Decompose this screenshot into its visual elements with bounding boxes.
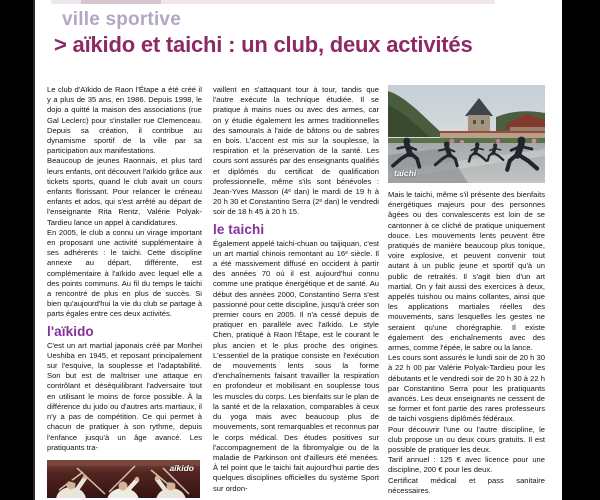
col1-paragraph-4: C'est un art martial japonais créé par Morihei Ueshiba en 1945, et reposant principalement sur l'esquive, la souplesse et l'adaptabilité. Son but est de maîtriser une attaque en contrôlant et déséquilibrant l'adversaire tout en utilisant le moins de force possible. À la différence du judo ou d'autres arts martiaux, il n'y a pas de compétition. Ce qui permet à chacun de pratiquer à son rythme, depuis l'enfance jusqu'à un âge avancé. Les pratiquants tra- — [47, 340, 202, 452]
taichi-photo — [388, 85, 545, 183]
article-headline: > aïkido et taichi : un club, deux activités — [54, 32, 473, 57]
col2-paragraph-2: Également appelé taichi-chuan ou taijiquan, c'est un art martial chinois remontant au 16ᵉ siècle. Il a été massivement diffusé en occident à partir des années 70 où il est aujourd'hui connu comme une pratique énergétique et de santé. Au début des années 2000, Constantino Serra s'est passionné pour cette discipline, jusqu'à créer son premier cours en 2005. Il n'a cessé depuis de pratiquer en parallèle avec l'aïkido. Le style Chen, pratiqué à Raon l'Étape, est le courant le plus ancien et le plus proche des origines. L'essentiel de la pratique consiste en l'exécution de mouvements lents sous la forme d'enchaînements faisant travailler la respiration en profondeur et mobilisant en souplesse tous les muscles du corps. Les bienfaits sur le plan de la santé et de la relaxation, comparables à ceux du yoga mais avec beaucoup plus de mouvements, sont remarquables et reconnus par le corps médical. Des études positives sur l'accompagnement de la fibromyalgie ou de la maladie de Parkinson ont d'ailleurs été menées. À tel point que le taichi fait aujourd'hui partie des quelques disciplines officielles du système Sport sur ordon- — [213, 238, 379, 493]
section-kicker: ville sportive — [62, 9, 181, 30]
col1-paragraph-3: En 2005, le club a connu un virage important en proposant une activité supplémentaire à ses adhérents : le taichi. Cette discipline annexe au départ, différente, est complémentaire à l'aïkido avec lequel elle a des points communs. Au fil du temps le taichi a rencontré de plus en plus de succès. Si bien qu'aujourd'hui la vie du club se partage à parts égales entre ces deux activités. — [47, 227, 202, 319]
page-top-crop-artifact — [51, 0, 495, 4]
magazine-page — [35, 0, 562, 500]
page-top-crop-artifact-dark — [81, 0, 161, 4]
col3-paragraph-3: Pour découvrir l'une ou l'autre discipline, le club propose un ou deux cours gratuits. Il est possible de pratiquer les deux. — [388, 424, 545, 455]
column-3 — [388, 85, 545, 500]
col3-paragraph-5: Certificat médical et pass sanitaire nécessaires. — [388, 475, 545, 495]
col3-paragraph-4: Tarif annuel : 125 € avec licence pour une discipline, 200 € pour les deux. — [388, 455, 545, 475]
col2-paragraph-1: vaillent en s'attaquant tour à tour, tandis que l'autre exécute la technique étudiée. Il se pratique à mains nues ou avec des armes, car on y étudie également les armes traditionnelles des samouraïs à l'aide de bâtons ou de sabres en bois. L'accent est mis sur la souplesse, la respiration et la préservation de la santé. Les cours sont assurés par des enseignants qualifiés et diplômés du certificat de qualification professionnelle, même s'ils sont bénévoles : Jean-Yves Masson (4ᵉ dan) le mardi de 19 h à 20 h 30 et Constantino Serra (2ᵉ dan) le vendredi soir de 18 h 45 à 20 h 15. — [213, 85, 379, 217]
subheading-taichi: le taichi — [213, 221, 265, 237]
aikido-photo — [47, 460, 200, 498]
col3-paragraph-2: Les cours sont assurés le lundi soir de 20 h 30 à 22 h 00 par Valérie Polyak-Tardieu pour les débutants et le vendredi soir de 20 h 30 à 22 h par Constantino Serra pour les pratiquants avancés. Les deux enseignants ne cessent de se former et font partie des rares professeurs de taichi vosgiens diplômés fédéraux. — [388, 353, 545, 424]
col3-paragraph-1: Mais le taichi, même s'il présente des bienfaits énergétiques majeurs pour des personnes âgées ou des convalescents est loin de se cantonner à ce cliché de pratique uniquement douce. Les mouvements lents peuvent être pratiqués de manière beaucoup plus tonique, voire explosive, et peuvent convenir tout autant à un public jeune et sportif qu'à un public de retraités. Il s'agit bien d'un art martial. On y fait aussi des exercices à deux, appelés tuishou ou mains collantes, ainsi que les applications martiales réelles des mouvements, sans lesquelles les gestes ne seraient qu'une chorégraphie. Il existe également des enchaînements avec des armes, comme l'épée, le sabre ou la lance. — [388, 190, 545, 353]
col1-paragraph-1: Le club d'Aïkido de Raon l'Étape a été créé il y a plus de 35 ans, en 1986. Depuis 1998, le dojo a quitté la maison des associations (rue Gal Leclerc) pour s'installer rue Clemenceau. Depuis sa création, il contribue au dynamisme sportif de la ville par sa participation aux manifestations. — [47, 85, 202, 156]
aikido-photo-caption: aïkido — [169, 462, 194, 473]
column-1 — [47, 85, 202, 500]
column-2 — [213, 85, 379, 500]
taichi-photo-caption: taichi — [394, 168, 417, 178]
article-body — [47, 85, 547, 500]
col1-paragraph-2: Beaucoup de jeunes Raonnais, et plus tard leurs enfants, ont découvert l'aïkido grâce aux tickets sports, quand le club avait un cours enfants florissant. Pour relancer le créneau enfants et ados, qui s'est arrêté au départ de l'enseignante Rita Rentz, Valérie Polyak-Tardieu lance un appel à candidatures. — [47, 156, 202, 227]
subheading-aikido: l'aïkido — [47, 323, 94, 339]
page-left-edge-shadow — [33, 0, 35, 500]
